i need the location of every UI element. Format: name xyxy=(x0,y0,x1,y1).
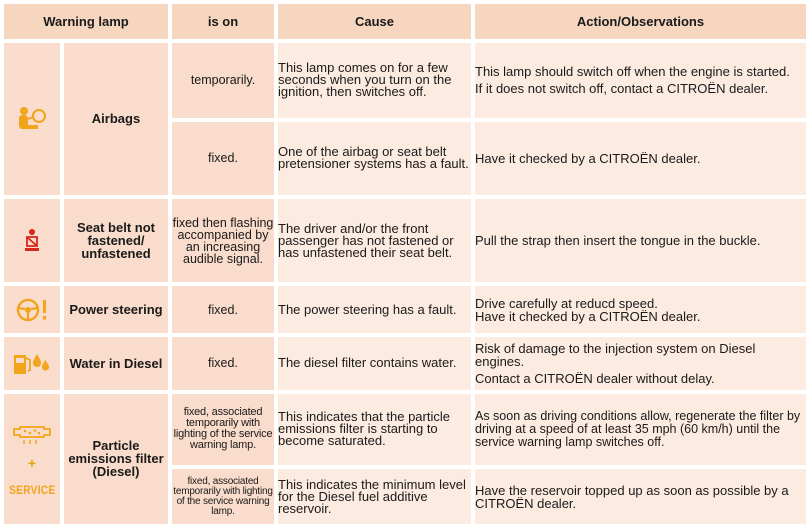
action-seatbelt: Pull the strap then insert the tongue in the buckle. xyxy=(473,197,806,284)
header-action: Action/Observations xyxy=(473,2,806,41)
action-power-steering xyxy=(473,284,806,335)
cause-power-steering: The power steering has a fault. xyxy=(276,284,473,335)
action-water-in-diesel xyxy=(473,335,806,392)
table-row-water-in-diesel xyxy=(2,335,806,392)
header-cause: Cause xyxy=(276,2,473,41)
airbag-icon-cell xyxy=(2,41,62,197)
lamp-name-water-in-diesel: Water in Diesel xyxy=(62,335,170,392)
cause-airbags-temporary: This lamp comes on for a few seconds when you turn on the ignition, then switches off. xyxy=(276,41,473,120)
table-row-seatbelt xyxy=(2,197,806,284)
table-row-airbags-temporary xyxy=(2,41,806,120)
action-airbags-line-2: If it does not switch off, contact a CITROËN dealer. xyxy=(475,81,769,97)
action-airbags-line-1: This lamp should switch off when the engine is started. xyxy=(475,64,790,80)
steering-icon-cell xyxy=(2,284,62,335)
action-airbags-fixed: Have it checked by a CITROËN dealer. xyxy=(473,120,806,197)
table-row-particle-saturated xyxy=(2,392,806,467)
particle-icon-cell xyxy=(2,392,62,526)
seatbelt-icon xyxy=(23,228,41,254)
cause-airbags-fixed: One of the airbag or seat belt pretensioner systems has a fault. xyxy=(276,120,473,197)
action-power-steering-line-2: Have it checked by a CITROËN dealer. xyxy=(475,308,701,324)
is-on-airbags-fixed: fixed. xyxy=(170,120,276,197)
header-is-on: is on xyxy=(170,2,276,41)
is-on-power-steering: fixed. xyxy=(170,284,276,335)
water-icon-cell xyxy=(2,335,62,392)
airbag-icon xyxy=(16,105,48,133)
lamp-name-seatbelt: Seat belt not fastened/ unfastened xyxy=(62,197,170,284)
action-particle-saturated: As soon as driving conditions allow, regenerate the filter by driving at a speed of at least 35 mph (60 km/h) until the service warning lamp switches off. xyxy=(473,392,806,467)
action-water-line-2: Contact a CITROËN dealer without delay. xyxy=(475,370,715,386)
action-particle-additive: Have the reservoir topped up as soon as possible by a CITROËN dealer. xyxy=(473,467,806,526)
header-warning-lamp: Warning lamp xyxy=(2,2,170,41)
is-on-particle-additive: fixed, associated temporarily with lighting of the service warning lamp. xyxy=(170,467,276,526)
table-row-power-steering xyxy=(2,284,806,335)
plus-sign: + xyxy=(27,454,37,471)
lamp-name-particle-filter: Particle emissions filter (Diesel) xyxy=(62,392,170,526)
is-on-airbags-temporary: temporarily. xyxy=(170,41,276,120)
steering-wheel-warning-icon xyxy=(15,297,49,323)
lamp-name-power-steering: Power steering xyxy=(62,284,170,335)
header-row xyxy=(2,2,806,41)
cause-particle-saturated: This indicates that the particle emissions filter is starting to become saturated. xyxy=(276,392,473,467)
action-power-steering-line-1: Drive carefully at reducd speed. xyxy=(475,295,658,311)
is-on-seatbelt: fixed then flashing accompanied by an increasing audible signal. xyxy=(170,197,276,284)
service-warning-lamp-label: SERVICE xyxy=(8,482,56,497)
particle-filter-icon xyxy=(12,421,52,445)
cause-particle-additive: This indicates the minimum level for the Diesel fuel additive reservoir. xyxy=(276,467,473,526)
is-on-water-in-diesel: fixed. xyxy=(170,335,276,392)
cause-water-in-diesel: The diesel filter contains water. xyxy=(276,335,473,392)
is-on-particle-saturated: fixed, associated temporarily with lighting of the service warning lamp. xyxy=(170,392,276,467)
seatbelt-icon-cell xyxy=(2,197,62,284)
cause-seatbelt: The driver and/or the front passenger has not fastened or has unfastened their seat belt. xyxy=(276,197,473,284)
action-water-line-1: Risk of damage to the injection system on Diesel engines. xyxy=(475,340,756,369)
action-airbags-temporary xyxy=(473,41,806,120)
lamp-name-airbags: Airbags xyxy=(62,41,170,197)
water-in-diesel-icon xyxy=(12,350,52,376)
